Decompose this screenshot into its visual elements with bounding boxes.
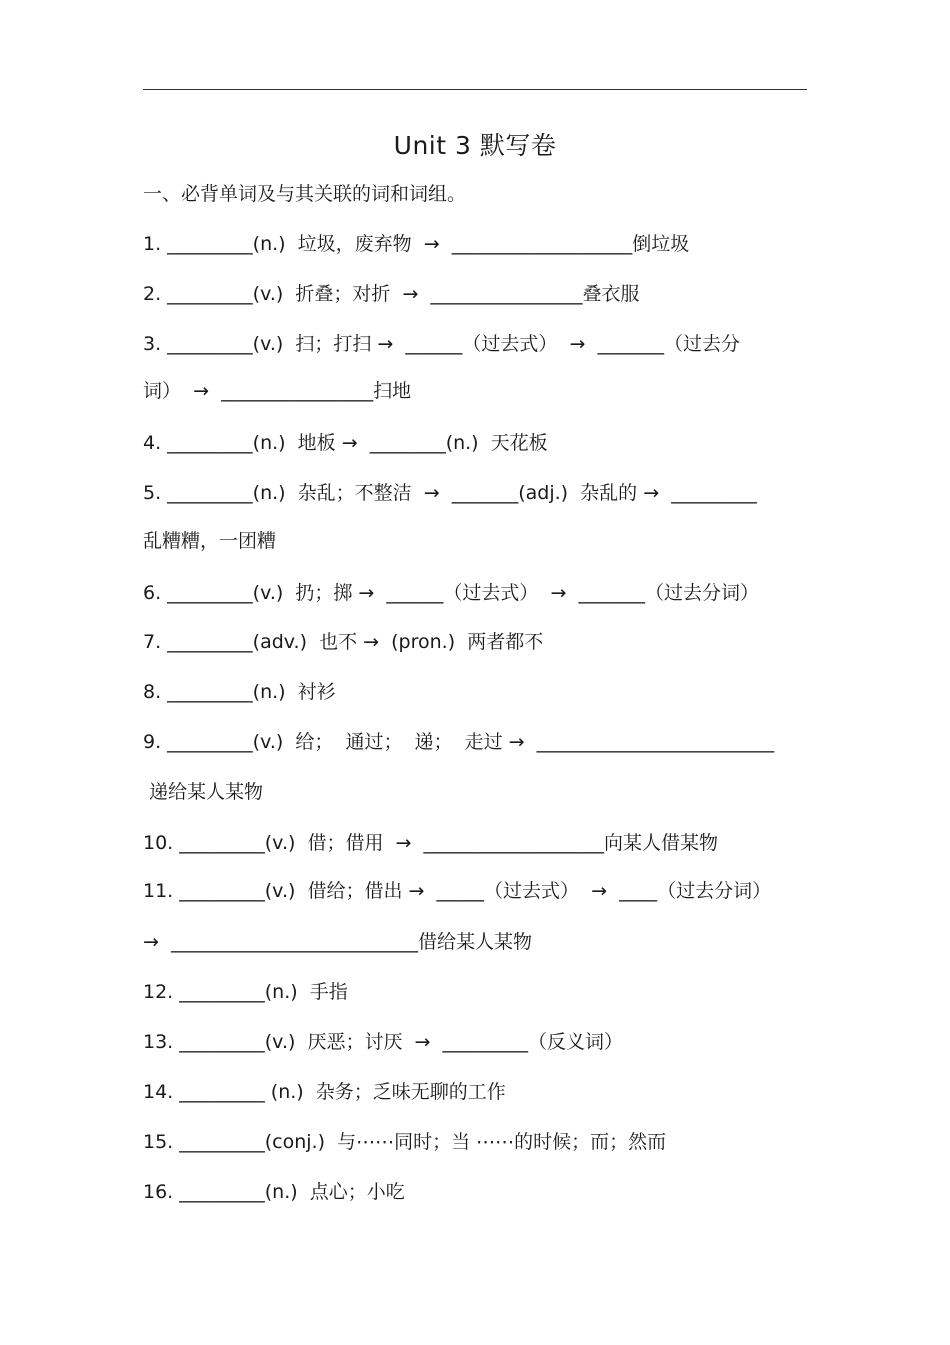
question-line-11-cont: → __________________________借给某人某物 xyxy=(143,931,532,953)
question-line-13: 13. _________(v.) 厌恶；讨厌 → _________（反义词） xyxy=(143,1031,624,1053)
question-line-8: 8. _________(n.) 衬衫 xyxy=(143,681,336,703)
question-line-11: 11. _________(v.) 借给；借出 → _____（过去式） → ____（过去分词） xyxy=(143,880,772,902)
question-line-3: 3. _________(v.) 扫；打扫 → ______（过去式） → _______（过去分 xyxy=(143,333,740,355)
header-rule xyxy=(143,89,807,90)
question-line-5: 5. _________(n.) 杂乱；不整洁 → _______(adj.) 杂乱的 → _________ xyxy=(143,482,757,504)
question-line-9-cont: 递给某人某物 xyxy=(143,781,264,803)
section-heading: 一、必背单词及与其关联的词和词组。 xyxy=(143,183,467,205)
question-line-4: 4. _________(n.) 地板 → ________(n.) 天花板 xyxy=(143,432,548,454)
question-line-6: 6. _________(v.) 扔；掷 → ______（过去式） → _______（过去分词） xyxy=(143,582,759,604)
question-line-16: 16. _________(n.) 点心；小吃 xyxy=(143,1181,405,1203)
question-line-2: 2. _________(v.) 折叠；对折 → ________________叠衣服 xyxy=(143,283,640,305)
question-line-9: 9. _________(v.) 给； 通过； 递； 走过 → _________________________ xyxy=(143,731,775,753)
question-line-1: 1. _________(n.) 垃圾，废弃物 → ___________________倒垃圾 xyxy=(143,233,690,255)
page-title: Unit 3 默写卷 xyxy=(393,131,557,160)
question-line-15: 15. _________(conj.) 与⋯⋯同时；当 ⋯⋯的时候；而；然而 xyxy=(143,1131,667,1153)
question-line-12: 12. _________(n.) 手指 xyxy=(143,981,348,1003)
question-line-5-cont: 乱糟糟，一团糟 xyxy=(143,530,277,552)
question-line-3-cont: 词） → ________________扫地 xyxy=(143,380,412,402)
question-line-7: 7. _________(adv.) 也不 → (pron.) 两者都不 xyxy=(143,631,544,653)
question-line-14: 14. _________ (n.) 杂务；乏味无聊的工作 xyxy=(143,1081,506,1103)
question-line-10: 10. _________(v.) 借；借用 → ___________________向某人借某物 xyxy=(143,832,719,854)
